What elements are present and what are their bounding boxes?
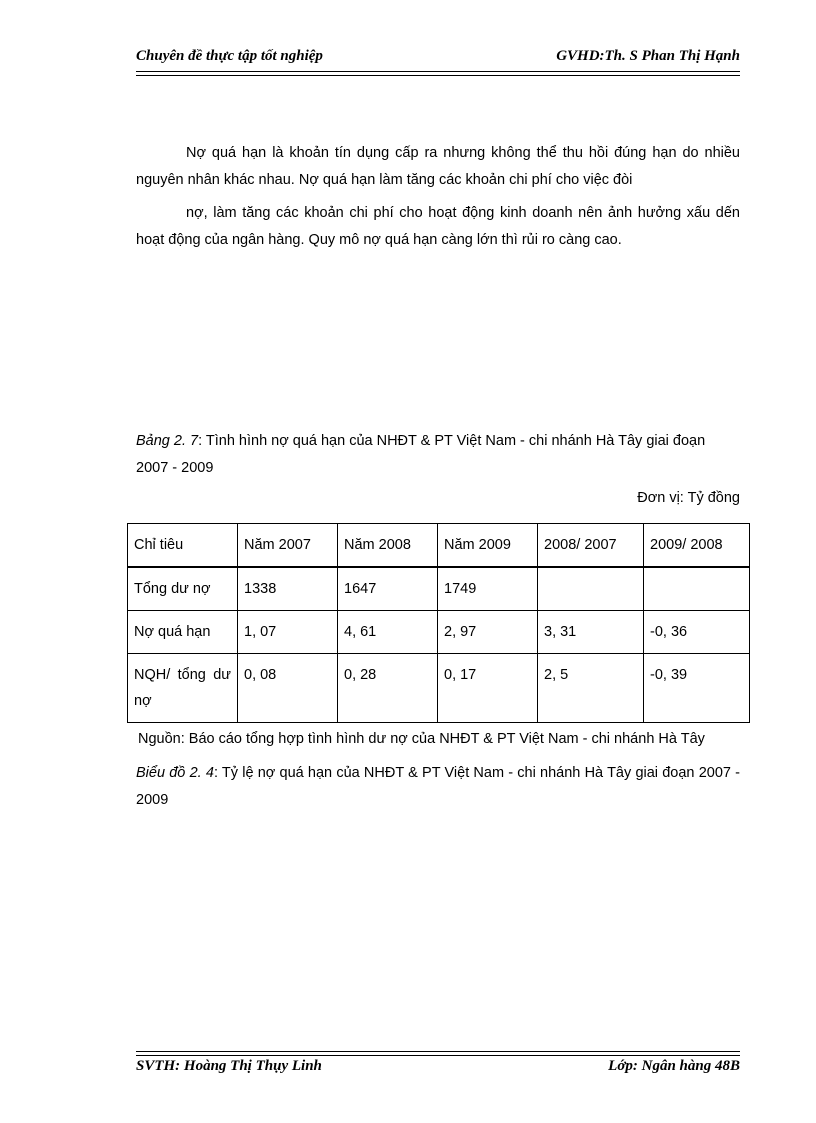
table-cell: Nợ quá hạn [128,611,238,654]
table-caption-label: Bảng 2. 7 [136,433,199,449]
table-cell: 1, 07 [238,611,338,654]
table-row [128,611,750,654]
table-cell: 2, 97 [438,611,538,654]
table-cell: 0, 17 [438,654,538,723]
overdue-debt-table [127,523,750,723]
table-source: Nguồn: Báo cáo tổng hợp tình hình dư nợ của NHĐT & PT Việt Nam - chi nhánh Hà Tây [138,731,705,747]
table-cell: 1749 [438,567,538,611]
table-cell: -0, 39 [644,654,750,723]
table-cell: 0, 08 [238,654,338,723]
footer-class: Lớp: Ngân hàng 48B [608,1058,740,1074]
table-cell: -0, 36 [644,611,750,654]
body-paragraph-2: nợ, làm tăng các khoản chi phí cho hoạt động kinh doanh nên ảnh hưởng xấu dến hoạt động của ngân hàng. Quy mô nợ quá hạn càng lớn thì rủi ro càng cao. [136,205,740,248]
table-cell: 1647 [338,567,438,611]
table-row [128,654,750,723]
table-caption-text: : Tình hình nợ quá hạn của NHĐT & PT Việt Nam - chi nhánh Hà Tây giai đoạn 2007 - 2009 [136,433,706,476]
table-header-cell: Năm 2007 [238,524,338,568]
header-left-title: Chuyên đề thực tập tốt nghiệp [136,48,323,64]
chart-caption-label: Biểu đồ 2. 4 [136,765,214,781]
table-cell: 2, 5 [538,654,644,723]
table-unit: Đơn vị: Tỷ đồng [637,490,740,506]
chart-caption-text: : Tỷ lệ nợ quá hạn của NHĐT & PT Việt Nam - chi nhánh Hà Tây giai đoạn 2007 - 2009 [136,765,740,808]
table-header-cell: Năm 2009 [438,524,538,568]
table-cell: Tổng dư nợ [128,567,238,611]
table-cell [538,567,644,611]
table-cell: 0, 28 [338,654,438,723]
header-rule [136,71,740,76]
table-cell: 4, 61 [338,611,438,654]
page-header [136,48,740,70]
table-header-row [128,524,750,568]
footer-student: SVTH: Hoàng Thị Thụy Linh [136,1058,322,1074]
table-row [128,567,750,611]
page-footer [136,1058,740,1080]
table-cell: 3, 31 [538,611,644,654]
table-header-cell: 2009/ 2008 [644,524,750,568]
footer-rule [136,1051,740,1056]
table-caption [136,428,740,482]
table-header-cell: 2008/ 2007 [538,524,644,568]
table-cell: 1338 [238,567,338,611]
chart-caption [136,760,740,814]
header-right-advisor: GVHD:Th. S Phan Thị Hạnh [556,48,740,64]
table-cell: NQH/ tổng dư nợ [128,654,238,723]
table-header-cell: Chỉ tiêu [128,524,238,568]
table-cell [644,567,750,611]
body-paragraph-1: Nợ quá hạn là khoản tín dụng cấp ra nhưng không thể thu hồi đúng hạn do nhiều nguyên nhân khác nhau. Nợ quá hạn làm tăng các khoản chi phí cho việc đòi [136,145,740,188]
table-header-cell: Năm 2008 [338,524,438,568]
